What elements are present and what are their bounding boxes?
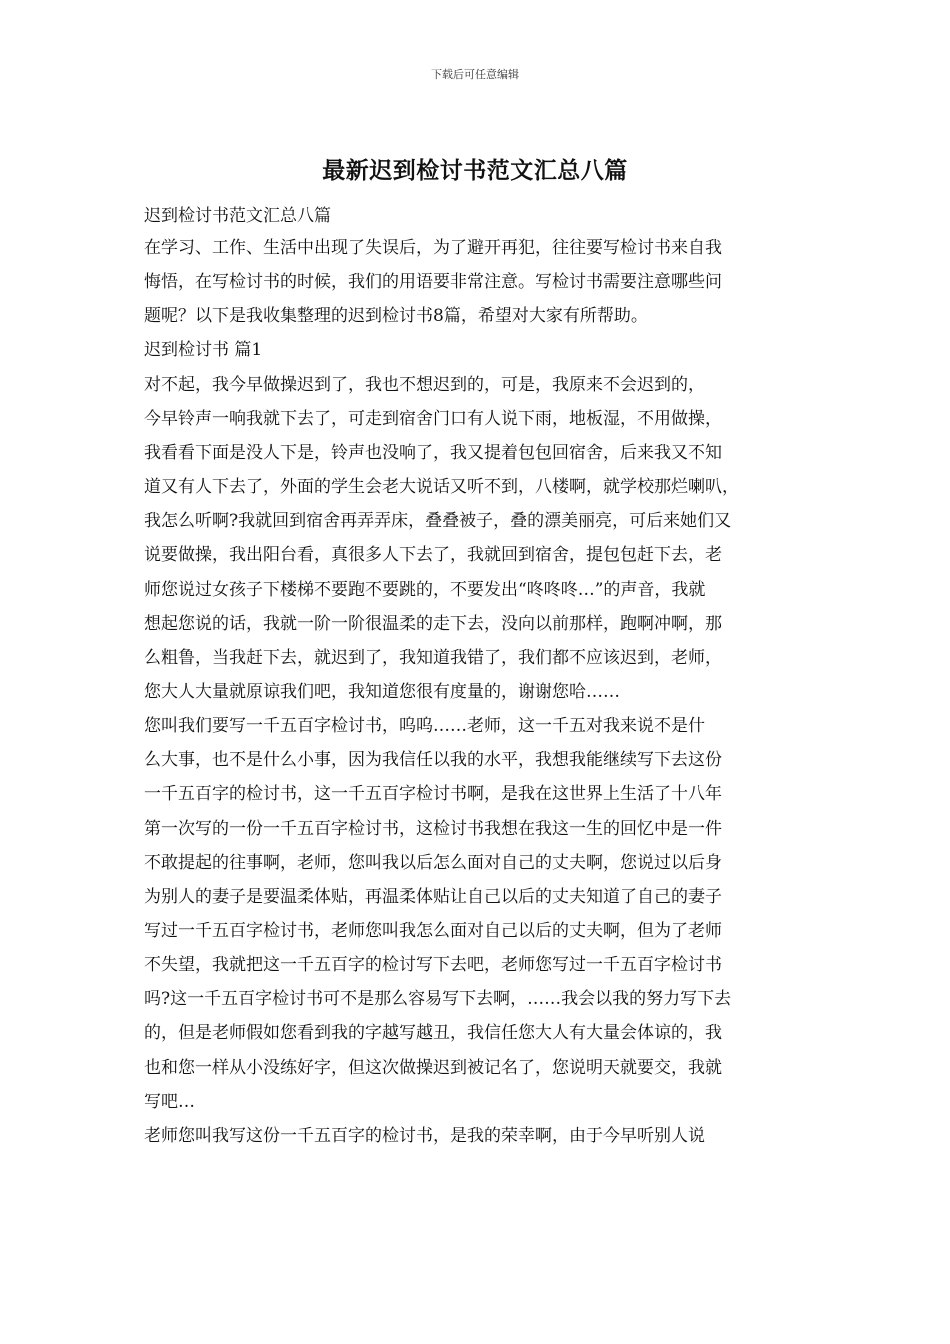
paragraph-line: 的，但是老师假如您看到我的字越写越丑，我信任您大人有大量会体谅的，我 <box>144 1023 722 1044</box>
paragraph-line: 在学习、工作、生活中出现了失误后，为了避开再犯，往往要写检讨书来自我 <box>144 238 722 258</box>
paragraph-line: 第一次写的一份一千五百字检讨书，这检讨书我想在我这一生的回忆中是一件 <box>144 818 722 839</box>
paragraph-line: 说要做操，我出阳台看，真很多人下去了，我就回到宿舍，提包包赶下去，老 <box>144 545 722 566</box>
paragraph-line: 一千五百字的检讨书，这一千五百字检讨书啊，是我在这世界上生活了十八年 <box>144 784 722 805</box>
paragraph-line: 悔悟，在写检讨书的时候，我们的用语要非常注意。写检讨书需要注意哪些问 <box>144 272 722 293</box>
paragraph-line: 吗?这一千五百字检讨书可不是那么容易写下去啊，……我会以我的努力写下去 <box>144 989 732 1010</box>
paragraph-line: 道又有人下去了，外面的学生会老大说话又听不到，八楼啊，就学校那烂喇叭， <box>144 477 739 498</box>
paragraph-line: 写吧… <box>144 1091 195 1112</box>
paragraph-line: 不失望，我就把这一千五百字的检讨写下去吧，老师您写过一千五百字检讨书 <box>144 955 722 976</box>
document-subtitle: 迟到检讨书范文汇总八篇 <box>144 206 331 226</box>
paragraph-line: 今早铃声一响我就下去了，可走到宿舍门口有人说下雨，地板湿，不用做操， <box>144 408 722 429</box>
paragraph-line: 我怎么听啊?我就回到宿舍再弄弄床，叠叠被子，叠的漂美丽亮，可后来她们又 <box>144 511 732 532</box>
paragraph-line: 么粗鲁，当我赶下去，就迟到了，我知道我错了，我们都不应该迟到，老师， <box>144 647 722 668</box>
paragraph-line: 老师您叫我写这份一千五百字的检讨书，是我的荣幸啊，由于今早听别人说 <box>144 1125 705 1146</box>
paragraph-line: 也和您一样从小没练好字，但这次做操迟到被记名了，您说明天就要交，我就 <box>144 1057 722 1078</box>
paragraph-line: 不敢提起的往事啊，老师，您叫我以后怎么面对自己的丈夫啊，您说过以后身 <box>144 852 722 873</box>
paragraph-line: 为别人的妻子是要温柔体贴，再温柔体贴让自己以后的丈夫知道了自己的妻子 <box>144 886 722 907</box>
paragraph-line: 么大事，也不是什么小事，因为我信任以我的水平，我想我能继续写下去这份 <box>144 750 722 771</box>
paragraph-line: 想起您说的话，我就一阶一阶很温柔的走下去，没向以前那样，跑啊冲啊，那 <box>144 613 722 634</box>
paragraph-line: 您叫我们要写一千五百字检讨书，呜呜……老师，这一千五对我来说不是什 <box>144 716 705 737</box>
paragraph-line: 题呢？以下是我收集整理的迟到检讨书8篇，希望对大家有所帮助。 <box>144 306 648 327</box>
page-header: 下载后可任意编辑 <box>431 68 519 81</box>
document-title: 最新迟到检讨书范文汇总八篇 <box>322 157 628 184</box>
paragraph-line: 写过一千五百字检讨书，老师您叫我怎么面对自己以后的丈夫啊，但为了老师 <box>144 921 722 941</box>
paragraph-line: 我看看下面是没人下是，铃声也没响了，我又提着包包回宿舍，后来我又不知 <box>144 442 722 463</box>
paragraph-line: 您大人大量就原谅我们吧，我知道您很有度量的，谢谢您哈…… <box>144 681 620 702</box>
paragraph-line: 师您说过女孩子下楼梯不要跑不要跳的，不要发出“咚咚咚…”的声音，我就 <box>144 579 706 600</box>
paragraph-line: 对不起，我今早做操迟到了，我也不想迟到的，可是，我原来不会迟到的， <box>144 374 705 395</box>
paragraph-line: 迟到检讨书 篇1 <box>144 340 263 361</box>
